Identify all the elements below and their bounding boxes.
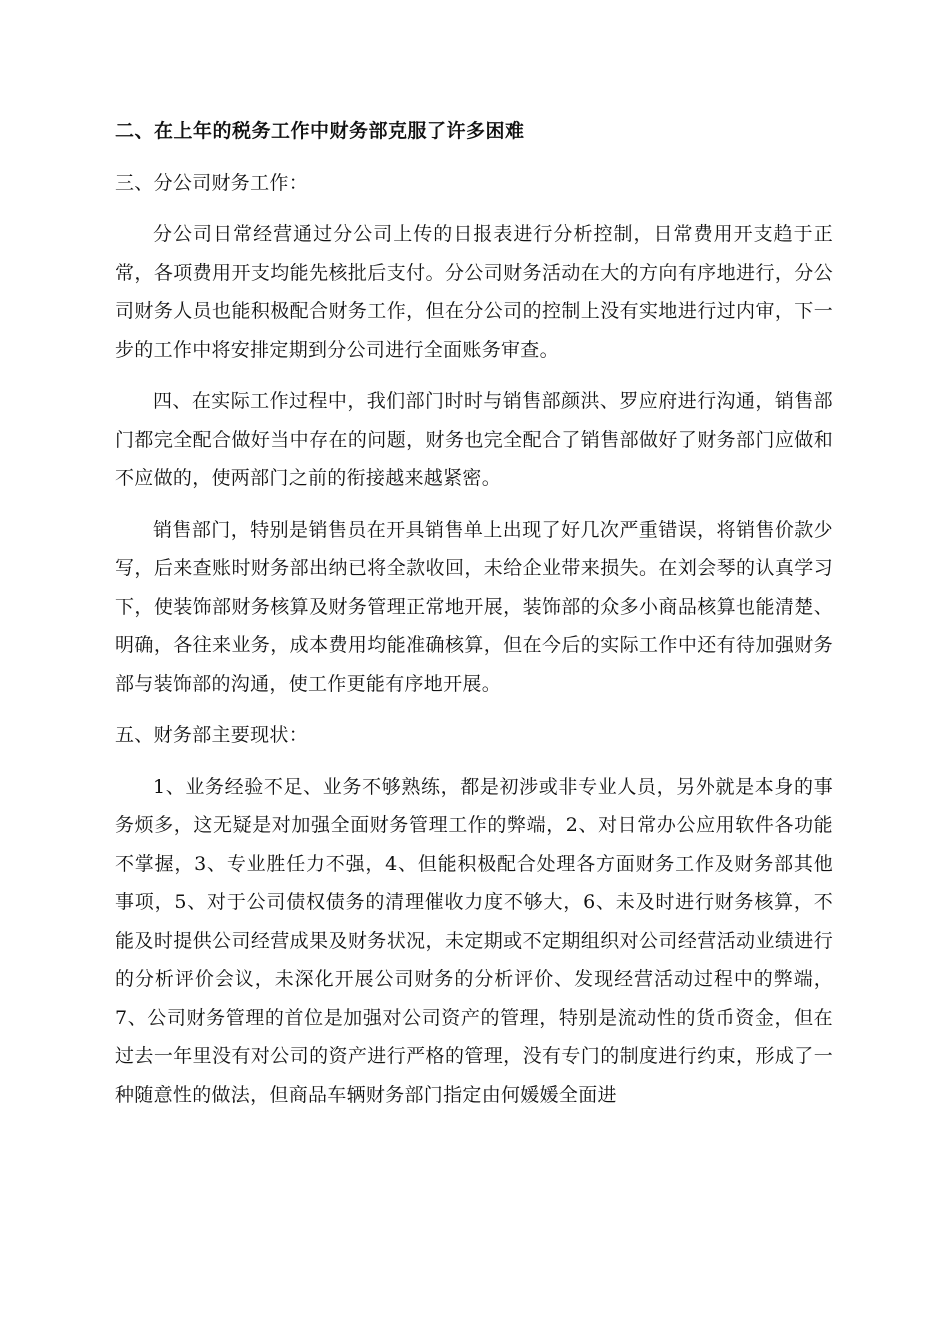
section-heading-2: 二、在上年的税务工作中财务部克服了许多困难	[115, 120, 525, 142]
document-body	[115, 112, 833, 1127]
paragraph-finance-status: 1、业务经验不足、业务不够熟练，都是初涉或非专业人员，另外就是本身的事务烦多，这无疑是对加强全面财务管理工作的弊端，2、对日常办公应用软件各功能不掌握，3、专业胜任力不强，4、但能积极配合处理各方面财务工作及财务部其他事项，5、对于公司债权债务的清理催收力度不够大，6、未及时进行财务核算，不能及时提供公司经营成果及财务状况，未定期或不定期组织对公司经营活动业绩进行的分析评价会议，未深化开展公司财务的分析评价、发现经营活动过程中的弊端，7、公司财务管理的首位是加强对公司资产的管理，特别是流动性的货币资金，但在过去一年里没有对公司的资产进行严格的管理，没有专门的制度进行约束，形成了一种随意性的做法，但商品车辆财务部门指定由何媛媛全面进	[115, 775, 833, 1106]
paragraph-sales-department: 销售部门，特别是销售员在开具销售单上出现了好几次严重错误，将销售价款少写，后来查账时财务部出纳已将全款收回，未给企业带来损失。在刘会琴的认真学习下，使装饰部财务核算及财务管理正常地开展，装饰部的众多小商品核算也能清楚、明确，各往来业务，成本费用均能准确核算，但在今后的实际工作中还有待加强财务部与装饰部的沟通，使工作更能有序地开展。	[115, 518, 833, 695]
section-heading-5: 五、财务部主要现状：	[115, 724, 309, 746]
paragraph-branch-finance: 分公司日常经营通过分公司上传的日报表进行分析控制，日常费用开支趋于正常，各项费用开支均能先核批后支付。分公司财务活动在大的方向有序地进行，分公司财务人员也能积极配合财务工作，但在分公司的控制上没有实地进行过内审，下一步的工作中将安排定期到分公司进行全面账务审查。	[115, 223, 833, 361]
section-heading-3: 三、分公司财务工作：	[115, 171, 309, 194]
paragraph-section-4: 四、在实际工作过程中，我们部门时时与销售部颜洪、罗应府进行沟通，销售部门都完全配合做好当中存在的问题，财务也完全配合了销售部做好了财务部门应做和不应做的，使两部门之前的衔接越来越紧密。	[115, 390, 833, 489]
